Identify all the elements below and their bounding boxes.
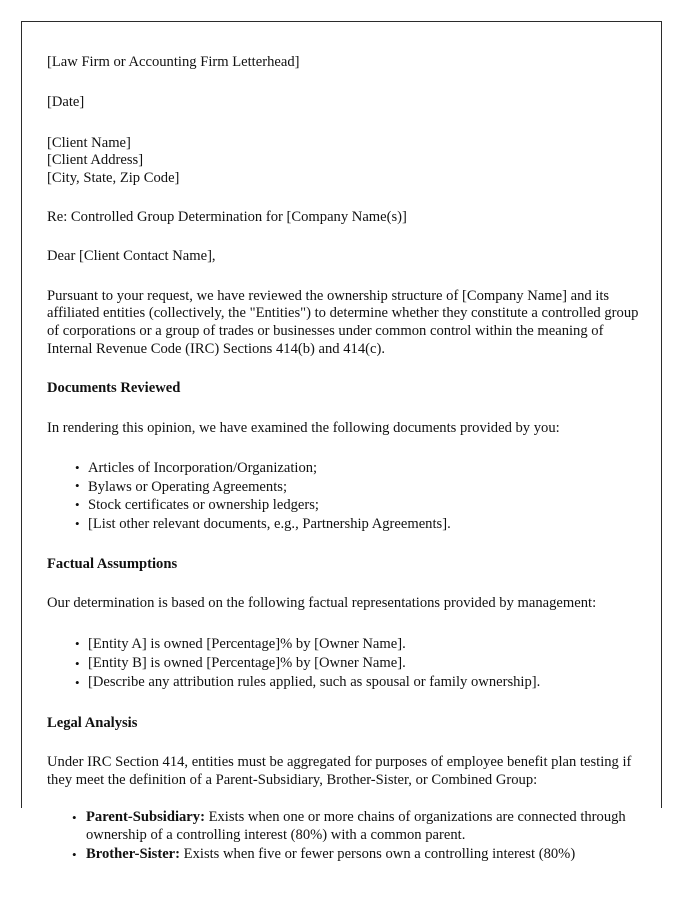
- definition-term: Brother-Sister:: [86, 846, 181, 862]
- list-item: • [Describe any attribution rules applied, such as spousal or family ownership].: [47, 673, 639, 692]
- definition-term: Parent-Subsidiary:: [86, 809, 205, 826]
- documents-reviewed-list: [47, 459, 639, 533]
- list-item: • Bylaws or Operating Agreements;: [47, 478, 639, 497]
- list-item: [47, 809, 639, 845]
- list-item: [47, 846, 639, 864]
- recipient-city-state-zip: [City, State, Zip Code]: [47, 169, 180, 186]
- section-heading-documents-reviewed: Documents Reviewed: [47, 380, 181, 397]
- subject-line: Re: Controlled Group Determination for [Company Name(s)]: [47, 209, 407, 226]
- recipient-address-block: [47, 135, 639, 187]
- factual-assumptions-list: [47, 635, 639, 693]
- list-item: • [Entity A] is owned [Percentage]% by [Owner Name].: [47, 635, 639, 654]
- recipient-address: [Client Address]: [47, 152, 144, 169]
- section-heading-legal-analysis: Legal Analysis: [47, 714, 138, 731]
- documents-reviewed-intro: In rendering this opinion, we have examined the following documents provided by you:: [47, 419, 560, 436]
- document-body: [22, 22, 661, 864]
- recipient-name: [Client Name]: [47, 134, 131, 151]
- legal-analysis-intro: Under IRC Section 414, entities must be aggregated for purposes of employee benefit plan testing if they meet the definition of a Parent-Subsidiary, Brother-Sister, or Combined Group:: [47, 754, 632, 788]
- letterhead-placeholder: [Law Firm or Accounting Firm Letterhead]: [47, 54, 300, 70]
- definition-text: Exists when five or fewer persons own a controlling interest (80%): [180, 846, 576, 862]
- list-item: • Articles of Incorporation/Organization;: [47, 459, 639, 478]
- list-item: • Stock certificates or ownership ledgers;: [47, 496, 639, 515]
- date-placeholder: [Date]: [47, 94, 85, 111]
- document-page: [21, 21, 662, 862]
- list-item: • [List other relevant documents, e.g., Partnership Agreements].: [47, 515, 639, 534]
- factual-assumptions-intro: Our determination is based on the following factual representations provided by management:: [47, 595, 597, 611]
- list-item: • [Entity B] is owned [Percentage]% by [Owner Name].: [47, 654, 639, 673]
- legal-analysis-definitions-list: [47, 809, 639, 863]
- definition-text: Exists when one or more chains of organizations are connected through ownership of a controlling interest (80%) with a common parent.: [86, 809, 626, 844]
- opening-paragraph: Pursuant to your request, we have reviewed the ownership structure of [Company Name] and its affiliated entities (collectively, the "Entities") to determine whether they constitute a controlled group of corporations or a group of trades or businesses under common control within the meaning of Internal Revenue Code (IRC) Sections 414(b) and 414(c).: [47, 287, 639, 357]
- salutation-line: Dear [Client Contact Name],: [47, 248, 216, 265]
- section-heading-factual-assumptions: Factual Assumptions: [47, 555, 178, 572]
